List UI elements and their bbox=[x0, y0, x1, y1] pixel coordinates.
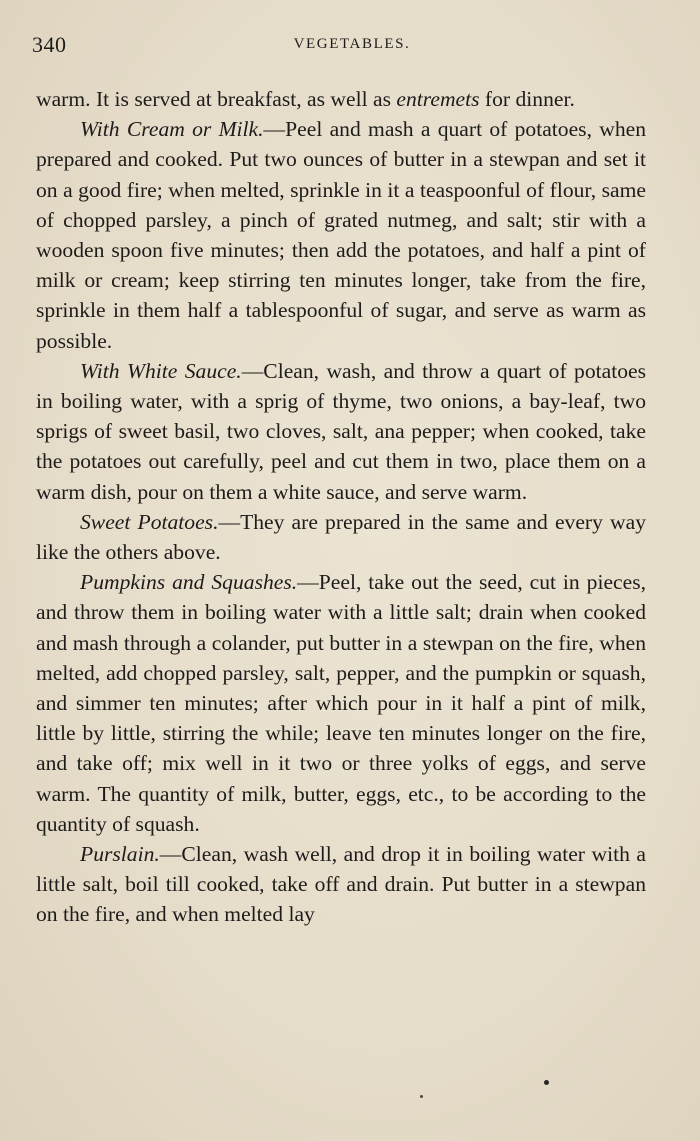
paragraph-continuation bbox=[36, 84, 646, 114]
body-text bbox=[36, 84, 646, 930]
paragraph-text: —Clean, wash well, and drop it in boiling water with a little salt, boil till cooked, take off and drain. Put butter in a stewpan on the fire, and when melted lay bbox=[36, 842, 646, 927]
paragraph-cream-or-milk bbox=[36, 114, 646, 356]
paragraph-text: —Clean, wash, and throw a quart of potatoes in boiling water, with a sprig of thyme, two onions, a bay-leaf, two sprigs of sweet basil, two cloves, salt, ana pepper; when cooked, take the potatoes out carefully, peel and cut them in two, place them on a warm dish, pour on them a white sauce, and serve warm. bbox=[36, 358, 647, 504]
running-head: VEGETABLES. bbox=[293, 36, 411, 52]
page-header bbox=[32, 32, 652, 62]
paragraph-text-tail: for dinner. bbox=[479, 87, 575, 111]
paragraph-text: —Peel and mash a quart of potatoes, when prepared and cooked. Put two ounces of butter in a stewpan and set it on a good fire; when melted, sprinkle in it a teaspoonful of flour, same of chopped parsley, a pinch of grated nutmeg, and salt; stir with a wooden spoon five minutes; then add the potatoes, and half a pint of milk or cream; keep stirring ten minutes longer, take from the fire, sprinkle in them half a tablespoonful of sugar, and serve as warm as possible. bbox=[36, 117, 646, 353]
paragraph-lead-heading: With Cream or Milk. bbox=[80, 117, 264, 142]
ink-speck bbox=[544, 1080, 549, 1085]
paragraph-text: —Peel, take out the seed, cut in pieces, and throw them in boiling water with a little salt; drain when cooked and mash through a colander, put butter in a stewpan on the fire, when melted, add chopped parsley, salt, pepper, and the pumpkin or squash, and simmer ten minutes; after which pour in it half a pint of milk, little by little, stirring the while; leave ten minutes longer on the fire, and take off; mix well in it two or three yolks of eggs, and serve warm. The quantity of milk, butter, eggs, etc., to be according to the quantity of squash. bbox=[36, 570, 646, 836]
paragraph-pumpkins-squashes bbox=[36, 567, 646, 839]
paragraph-purslain bbox=[36, 839, 646, 930]
inline-italic-term: entremets bbox=[396, 87, 480, 111]
paragraph-lead-heading: Sweet Potatoes. bbox=[80, 509, 219, 534]
ink-speck bbox=[420, 1095, 423, 1098]
paragraph-text: warm. It is served at breakfast, as well as bbox=[36, 87, 397, 111]
paragraph-lead-heading: With White Sauce. bbox=[80, 358, 242, 383]
paragraph-white-sauce bbox=[36, 356, 646, 507]
page-number: 340 bbox=[32, 32, 67, 57]
paragraph-text: —They are prepared in the same and every way like the others above. bbox=[36, 509, 647, 565]
paragraph-sweet-potatoes bbox=[36, 507, 646, 567]
paragraph-lead-heading: Purslain. bbox=[80, 842, 160, 867]
paragraph-lead-heading: Pumpkins and Squashes. bbox=[80, 570, 298, 595]
